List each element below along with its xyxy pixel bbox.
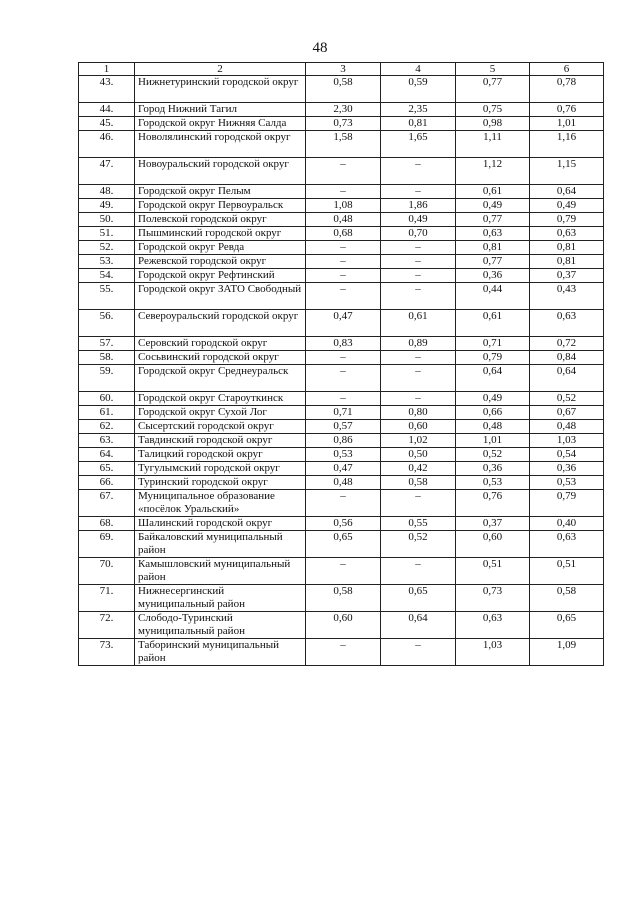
row-number-cell: 56. bbox=[79, 310, 135, 337]
value-cell-col6: 0,58 bbox=[530, 585, 604, 612]
value-cell-col4: – bbox=[381, 490, 456, 517]
value-cell-col4: – bbox=[381, 392, 456, 406]
value-cell-col4: – bbox=[381, 185, 456, 199]
value-cell-col6: 0,37 bbox=[530, 269, 604, 283]
value-cell-col5: 0,98 bbox=[456, 117, 530, 131]
value-cell-col5: 0,37 bbox=[456, 517, 530, 531]
value-cell-col3: – bbox=[306, 185, 381, 199]
value-cell-col4: – bbox=[381, 269, 456, 283]
value-cell-col3: – bbox=[306, 365, 381, 392]
value-cell-col3: 0,57 bbox=[306, 420, 381, 434]
table-row bbox=[79, 392, 604, 406]
value-cell-col5: 0,75 bbox=[456, 103, 530, 117]
value-cell-col5: 1,01 bbox=[456, 434, 530, 448]
value-cell-col3: 0,56 bbox=[306, 517, 381, 531]
value-cell-col3: 0,53 bbox=[306, 448, 381, 462]
value-cell-col6: 0,79 bbox=[530, 213, 604, 227]
value-cell-col6: 0,36 bbox=[530, 462, 604, 476]
row-number-cell: 67. bbox=[79, 490, 135, 517]
table-row bbox=[79, 213, 604, 227]
value-cell-col6: 0,63 bbox=[530, 310, 604, 337]
table-row bbox=[79, 310, 604, 337]
value-cell-col4: 0,61 bbox=[381, 310, 456, 337]
value-cell-col4: 1,65 bbox=[381, 131, 456, 158]
value-cell-col6: 1,16 bbox=[530, 131, 604, 158]
municipality-name-cell: Сысертский городской округ bbox=[135, 420, 306, 434]
value-cell-col3: 0,68 bbox=[306, 227, 381, 241]
table-body bbox=[79, 63, 604, 666]
row-number-cell: 61. bbox=[79, 406, 135, 420]
value-cell-col5: 0,76 bbox=[456, 490, 530, 517]
value-cell-col3: 0,83 bbox=[306, 337, 381, 351]
table-row bbox=[79, 76, 604, 103]
column-header: 6 bbox=[530, 63, 604, 76]
row-number-cell: 57. bbox=[79, 337, 135, 351]
table-row bbox=[79, 462, 604, 476]
value-cell-col3: 0,48 bbox=[306, 476, 381, 490]
value-cell-col3: – bbox=[306, 241, 381, 255]
value-cell-col3: – bbox=[306, 269, 381, 283]
table-row bbox=[79, 269, 604, 283]
value-cell-col3: – bbox=[306, 392, 381, 406]
value-cell-col4: 0,89 bbox=[381, 337, 456, 351]
value-cell-col3: – bbox=[306, 283, 381, 310]
table-row bbox=[79, 490, 604, 517]
row-number-cell: 50. bbox=[79, 213, 135, 227]
value-cell-col4: 2,35 bbox=[381, 103, 456, 117]
value-cell-col4: 0,64 bbox=[381, 612, 456, 639]
row-number-cell: 43. bbox=[79, 76, 135, 103]
municipality-name-cell: Сосьвинский городской округ bbox=[135, 351, 306, 365]
municipality-name-cell: Камышловский муниципальный район bbox=[135, 558, 306, 585]
municipality-name-cell: Городской округ Староуткинск bbox=[135, 392, 306, 406]
value-cell-col6: 0,78 bbox=[530, 76, 604, 103]
table-row bbox=[79, 227, 604, 241]
value-cell-col3: 0,86 bbox=[306, 434, 381, 448]
value-cell-col6: 0,43 bbox=[530, 283, 604, 310]
value-cell-col4: 0,59 bbox=[381, 76, 456, 103]
table-row bbox=[79, 117, 604, 131]
value-cell-col5: 0,79 bbox=[456, 351, 530, 365]
municipality-name-cell: Городской округ Среднеуральск bbox=[135, 365, 306, 392]
table-row bbox=[79, 131, 604, 158]
table-row bbox=[79, 639, 604, 666]
value-cell-col3: 1,58 bbox=[306, 131, 381, 158]
value-cell-col4: 0,50 bbox=[381, 448, 456, 462]
value-cell-col3: 0,60 bbox=[306, 612, 381, 639]
table-row bbox=[79, 199, 604, 213]
value-cell-col3: 2,30 bbox=[306, 103, 381, 117]
value-cell-col4: 0,60 bbox=[381, 420, 456, 434]
column-header: 3 bbox=[306, 63, 381, 76]
value-cell-col5: 0,36 bbox=[456, 462, 530, 476]
table-row bbox=[79, 476, 604, 490]
municipality-name-cell: Городской округ Сухой Лог bbox=[135, 406, 306, 420]
value-cell-col5: 0,73 bbox=[456, 585, 530, 612]
municipality-name-cell: Городской округ Рефтинский bbox=[135, 269, 306, 283]
row-number-cell: 62. bbox=[79, 420, 135, 434]
value-cell-col6: 0,53 bbox=[530, 476, 604, 490]
municipality-name-cell: Байкаловский муниципальный район bbox=[135, 531, 306, 558]
row-number-cell: 52. bbox=[79, 241, 135, 255]
row-number-cell: 48. bbox=[79, 185, 135, 199]
municipality-name-cell: Североуральский городской округ bbox=[135, 310, 306, 337]
value-cell-col6: 0,67 bbox=[530, 406, 604, 420]
value-cell-col6: 0,54 bbox=[530, 448, 604, 462]
column-header: 2 bbox=[135, 63, 306, 76]
value-cell-col5: 1,03 bbox=[456, 639, 530, 666]
municipality-name-cell: Нижнетуринский городской округ bbox=[135, 76, 306, 103]
value-cell-col6: 0,64 bbox=[530, 185, 604, 199]
value-cell-col6: 0,40 bbox=[530, 517, 604, 531]
value-cell-col5: 0,77 bbox=[456, 76, 530, 103]
value-cell-col3: 0,58 bbox=[306, 76, 381, 103]
table-row bbox=[79, 585, 604, 612]
value-cell-col4: – bbox=[381, 558, 456, 585]
value-cell-col4: 0,70 bbox=[381, 227, 456, 241]
table-row bbox=[79, 406, 604, 420]
row-number-cell: 59. bbox=[79, 365, 135, 392]
value-cell-col6: 0,63 bbox=[530, 531, 604, 558]
table-row bbox=[79, 517, 604, 531]
municipality-name-cell: Тавдинский городской округ bbox=[135, 434, 306, 448]
value-cell-col5: 0,61 bbox=[456, 185, 530, 199]
municipality-name-cell: Муниципальное образование «посёлок Уральский» bbox=[135, 490, 306, 517]
municipality-name-cell: Городской округ Первоуральск bbox=[135, 199, 306, 213]
value-cell-col4: – bbox=[381, 639, 456, 666]
table-row bbox=[79, 612, 604, 639]
table-row bbox=[79, 103, 604, 117]
value-cell-col6: 1,03 bbox=[530, 434, 604, 448]
value-cell-col6: 1,01 bbox=[530, 117, 604, 131]
value-cell-col5: 0,48 bbox=[456, 420, 530, 434]
value-cell-col5: 0,63 bbox=[456, 227, 530, 241]
row-number-cell: 58. bbox=[79, 351, 135, 365]
value-cell-col4: – bbox=[381, 365, 456, 392]
value-cell-col3: – bbox=[306, 490, 381, 517]
row-number-cell: 51. bbox=[79, 227, 135, 241]
value-cell-col4: 0,65 bbox=[381, 585, 456, 612]
value-cell-col6: 0,76 bbox=[530, 103, 604, 117]
row-number-cell: 71. bbox=[79, 585, 135, 612]
value-cell-col3: 1,08 bbox=[306, 199, 381, 213]
table-row bbox=[79, 185, 604, 199]
value-cell-col5: 0,52 bbox=[456, 448, 530, 462]
table-row bbox=[79, 434, 604, 448]
value-cell-col3: 0,48 bbox=[306, 213, 381, 227]
value-cell-col4: – bbox=[381, 241, 456, 255]
value-cell-col5: 0,49 bbox=[456, 392, 530, 406]
municipality-name-cell: Полевской городской округ bbox=[135, 213, 306, 227]
value-cell-col3: 0,71 bbox=[306, 406, 381, 420]
value-cell-col6: 0,52 bbox=[530, 392, 604, 406]
value-cell-col5: 0,36 bbox=[456, 269, 530, 283]
value-cell-col6: 0,63 bbox=[530, 227, 604, 241]
value-cell-col4: 1,02 bbox=[381, 434, 456, 448]
value-cell-col6: 0,72 bbox=[530, 337, 604, 351]
value-cell-col4: – bbox=[381, 283, 456, 310]
value-cell-col4: 0,81 bbox=[381, 117, 456, 131]
value-cell-col5: 1,11 bbox=[456, 131, 530, 158]
row-number-cell: 72. bbox=[79, 612, 135, 639]
table-row bbox=[79, 351, 604, 365]
table-row bbox=[79, 158, 604, 185]
value-cell-col6: 0,81 bbox=[530, 255, 604, 269]
value-cell-col5: 0,51 bbox=[456, 558, 530, 585]
value-cell-col6: 1,09 bbox=[530, 639, 604, 666]
value-cell-col3: 0,58 bbox=[306, 585, 381, 612]
column-header: 5 bbox=[456, 63, 530, 76]
table-row bbox=[79, 255, 604, 269]
table-header-row bbox=[79, 63, 604, 76]
row-number-cell: 69. bbox=[79, 531, 135, 558]
value-cell-col5: 1,12 bbox=[456, 158, 530, 185]
value-cell-col3: 0,65 bbox=[306, 531, 381, 558]
value-cell-col6: 0,51 bbox=[530, 558, 604, 585]
municipality-name-cell: Серовский городской округ bbox=[135, 337, 306, 351]
row-number-cell: 68. bbox=[79, 517, 135, 531]
row-number-cell: 63. bbox=[79, 434, 135, 448]
row-number-cell: 66. bbox=[79, 476, 135, 490]
table-row bbox=[79, 241, 604, 255]
value-cell-col6: 0,84 bbox=[530, 351, 604, 365]
value-cell-col4: 0,80 bbox=[381, 406, 456, 420]
value-cell-col3: – bbox=[306, 158, 381, 185]
value-cell-col3: – bbox=[306, 558, 381, 585]
municipality-name-cell: Городской округ Ревда bbox=[135, 241, 306, 255]
table-row bbox=[79, 448, 604, 462]
value-cell-col4: – bbox=[381, 158, 456, 185]
value-cell-col5: 0,49 bbox=[456, 199, 530, 213]
municipality-name-cell: Нижнесергинский муниципальный район bbox=[135, 585, 306, 612]
value-cell-col6: 0,81 bbox=[530, 241, 604, 255]
value-cell-col5: 0,60 bbox=[456, 531, 530, 558]
column-header: 4 bbox=[381, 63, 456, 76]
municipality-name-cell: Город Нижний Тагил bbox=[135, 103, 306, 117]
value-cell-col6: 0,65 bbox=[530, 612, 604, 639]
value-cell-col3: 0,47 bbox=[306, 310, 381, 337]
row-number-cell: 54. bbox=[79, 269, 135, 283]
value-cell-col4: – bbox=[381, 351, 456, 365]
value-cell-col6: 0,48 bbox=[530, 420, 604, 434]
table-row bbox=[79, 337, 604, 351]
table-row bbox=[79, 558, 604, 585]
municipality-name-cell: Таборинский муниципальный район bbox=[135, 639, 306, 666]
value-cell-col5: 0,81 bbox=[456, 241, 530, 255]
value-cell-col5: 0,66 bbox=[456, 406, 530, 420]
value-cell-col4: 0,52 bbox=[381, 531, 456, 558]
value-cell-col5: 0,53 bbox=[456, 476, 530, 490]
municipality-name-cell: Городской округ Нижняя Салда bbox=[135, 117, 306, 131]
value-cell-col5: 0,64 bbox=[456, 365, 530, 392]
municipality-name-cell: Слободо-Туринский муниципальный район bbox=[135, 612, 306, 639]
table-row bbox=[79, 531, 604, 558]
row-number-cell: 49. bbox=[79, 199, 135, 213]
row-number-cell: 53. bbox=[79, 255, 135, 269]
value-cell-col5: 0,44 bbox=[456, 283, 530, 310]
row-number-cell: 55. bbox=[79, 283, 135, 310]
value-cell-col6: 1,15 bbox=[530, 158, 604, 185]
value-cell-col4: – bbox=[381, 255, 456, 269]
value-cell-col3: – bbox=[306, 255, 381, 269]
municipality-name-cell: Городской округ ЗАТО Свободный bbox=[135, 283, 306, 310]
value-cell-col6: 0,64 bbox=[530, 365, 604, 392]
table-row bbox=[79, 365, 604, 392]
municipality-name-cell: Режевской городской округ bbox=[135, 255, 306, 269]
row-number-cell: 45. bbox=[79, 117, 135, 131]
municipality-name-cell: Пышминский городской округ bbox=[135, 227, 306, 241]
value-cell-col4: 0,49 bbox=[381, 213, 456, 227]
row-number-cell: 70. bbox=[79, 558, 135, 585]
row-number-cell: 44. bbox=[79, 103, 135, 117]
municipality-name-cell: Туринский городской округ bbox=[135, 476, 306, 490]
municipality-name-cell: Шалинский городской округ bbox=[135, 517, 306, 531]
value-cell-col5: 0,71 bbox=[456, 337, 530, 351]
value-cell-col5: 0,61 bbox=[456, 310, 530, 337]
page-number: 48 bbox=[312, 40, 328, 56]
value-cell-col4: 0,58 bbox=[381, 476, 456, 490]
value-cell-col6: 0,79 bbox=[530, 490, 604, 517]
value-cell-col6: 0,49 bbox=[530, 199, 604, 213]
value-cell-col4: 0,55 bbox=[381, 517, 456, 531]
value-cell-col3: 0,73 bbox=[306, 117, 381, 131]
row-number-cell: 46. bbox=[79, 131, 135, 158]
row-number-cell: 47. bbox=[79, 158, 135, 185]
table-row bbox=[79, 283, 604, 310]
table-row bbox=[79, 420, 604, 434]
municipality-name-cell: Городской округ Пелым bbox=[135, 185, 306, 199]
municipality-name-cell: Новолялинский городской округ bbox=[135, 131, 306, 158]
value-cell-col4: 0,42 bbox=[381, 462, 456, 476]
value-cell-col3: – bbox=[306, 639, 381, 666]
data-table bbox=[78, 62, 604, 666]
row-number-cell: 64. bbox=[79, 448, 135, 462]
value-cell-col5: 0,63 bbox=[456, 612, 530, 639]
row-number-cell: 73. bbox=[79, 639, 135, 666]
row-number-cell: 65. bbox=[79, 462, 135, 476]
column-header: 1 bbox=[79, 63, 135, 76]
value-cell-col3: 0,47 bbox=[306, 462, 381, 476]
municipality-name-cell: Новоуральский городской округ bbox=[135, 158, 306, 185]
municipality-name-cell: Тугулымский городской округ bbox=[135, 462, 306, 476]
value-cell-col3: – bbox=[306, 351, 381, 365]
value-cell-col5: 0,77 bbox=[456, 255, 530, 269]
value-cell-col5: 0,77 bbox=[456, 213, 530, 227]
municipality-name-cell: Талицкий городской округ bbox=[135, 448, 306, 462]
value-cell-col4: 1,86 bbox=[381, 199, 456, 213]
row-number-cell: 60. bbox=[79, 392, 135, 406]
